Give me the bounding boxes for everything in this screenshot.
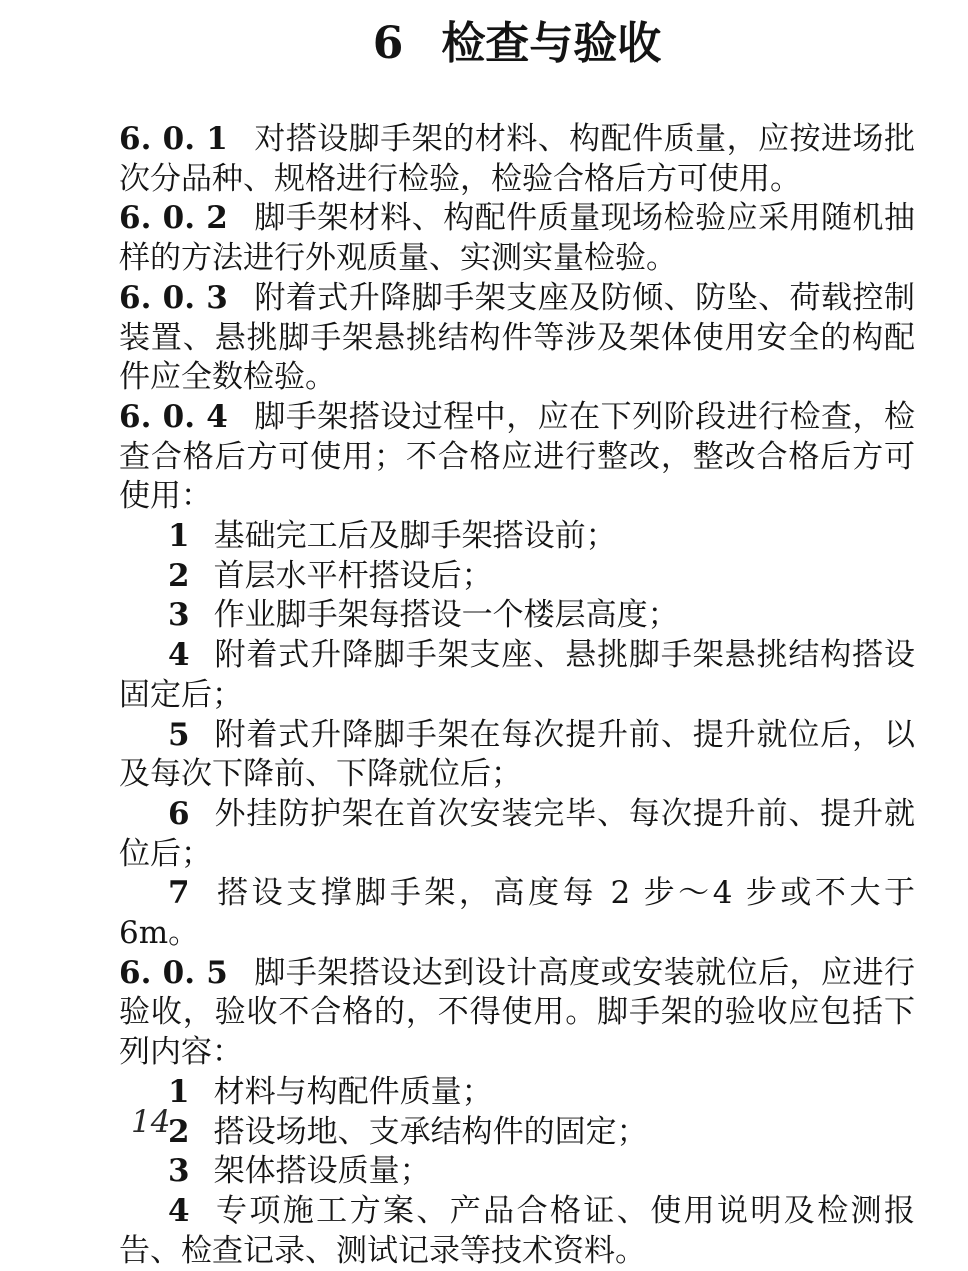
clause-6-0-1 [119,120,915,199]
item-text: 附着式升降脚手架支座、悬挑脚手架悬挑结构搭设固定后； [119,637,915,713]
clause-number: 6. 0. 1 [119,121,228,157]
clause-text: 对搭设脚手架的材料、构配件质量，应按进场批次分品种、规格进行检验，检验合格后方可使用。 [119,121,916,197]
clause-number: 6. 0. 5 [119,954,228,991]
item-number: 6 [168,795,190,832]
page-number: 14 [131,1104,171,1140]
clause-6-0-5 [119,954,915,1073]
chapter-title-text: 检查与验收 [441,18,662,69]
item-number: 4 [168,1192,190,1229]
item-number: 2 [168,557,190,594]
clause-6-0-3 [119,279,915,398]
item-text: 材料与构配件质量； [213,1073,493,1110]
item-text: 专项施工方案、产品合格证、使用说明及检测报告、检查记录、测试记录等技术资料。 [119,1192,915,1269]
clause-text: 脚手架搭设达到设计高度或安装就位后，应进行验收，验收不合格的，不得使用。脚手架的验收应包括下列内容： [119,954,916,1071]
document-body [119,120,915,1271]
item-number: 5 [168,716,190,753]
clause-number: 6. 0. 2 [119,200,228,237]
list-item-6-0-4-2 [119,557,915,597]
list-item-6-0-4-5 [119,716,915,795]
item-text: 架体搭设质量； [213,1153,431,1190]
item-number: 1 [168,518,190,555]
clause-number: 6. 0. 4 [119,398,228,435]
list-item-6-0-5-1 [119,1073,915,1113]
item-number: 4 [168,637,190,674]
list-item-6-0-4-6 [119,795,915,874]
clause-6-0-4 [119,398,915,517]
chapter-number: 6 [372,18,404,69]
item-text: 附着式升降脚手架在每次提升前、提升就位后，以及每次下降前、下降就位后； [119,716,915,793]
item-number: 1 [168,1073,190,1110]
item-number: 3 [168,597,190,634]
list-item-6-0-5-3 [119,1152,915,1192]
item-number: 3 [168,1153,190,1190]
clause-text: 脚手架材料、构配件质量现场检验应采用随机抽样的方法进行外观质量、实测实量检验。 [119,200,916,277]
chapter-title [119,18,915,70]
item-text: 首层水平杆搭设后； [213,557,493,594]
list-item-6-0-5-2 [119,1113,915,1153]
item-text: 外挂防护架在首次安装完毕、每次提升前、提升就位后； [119,795,915,872]
item-text: 作业脚手架每搭设一个楼层高度； [213,597,679,634]
list-item-6-0-5-4 [119,1192,915,1271]
item-text: 基础完工后及脚手架搭设前； [213,518,617,555]
list-item-6-0-4-3 [119,596,915,636]
clause-6-0-2 [119,199,915,278]
list-item-6-0-4-7 [119,874,915,953]
item-number: 7 [168,875,190,912]
item-text: 搭设支撑脚手架，高度每 2 步～4 步或不大于 6m。 [119,875,915,952]
clause-number: 6. 0. 3 [119,279,228,316]
clause-text: 脚手架搭设过程中，应在下列阶段进行检查，检查合格后方可使用；不合格应进行整改，整改合格后方可使用： [119,398,916,515]
clause-text: 附着式升降脚手架支座及防倾、防坠、荷载控制装置、悬挑脚手架悬挑结构件等涉及架体使用安全的构配件应全数检验。 [119,279,916,396]
item-number: 2 [168,1113,190,1150]
list-item-6-0-4-1 [119,517,915,557]
item-text: 搭设场地、支承结构件的固定； [213,1113,648,1150]
list-item-6-0-4-4 [119,636,915,715]
